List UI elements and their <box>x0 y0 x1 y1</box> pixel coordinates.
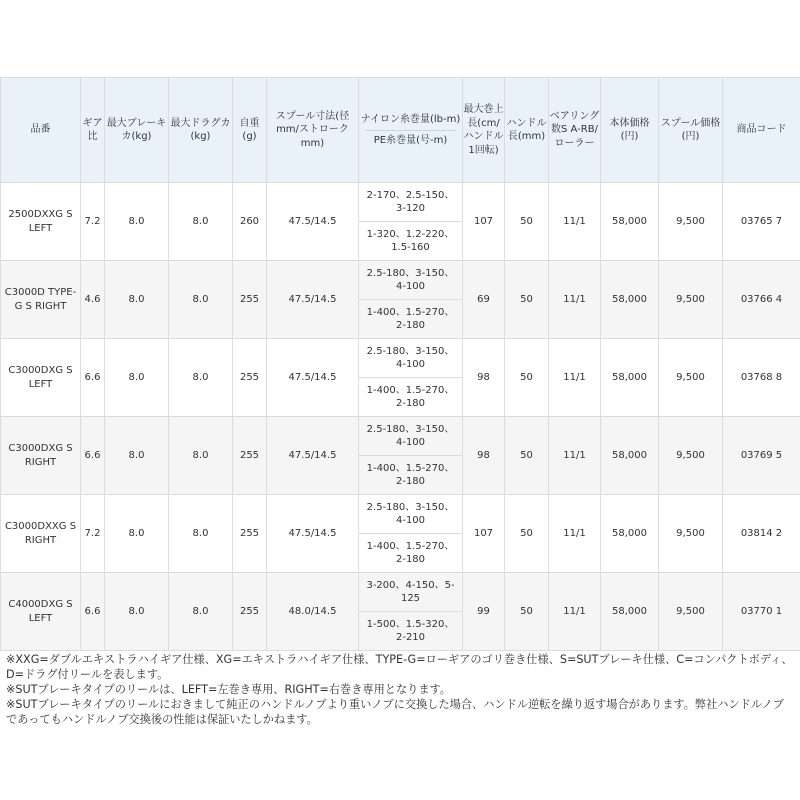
note-2: ※SUTブレーキタイプのリールは、LEFT=左巻き専用、RIGHT=右巻き専用となります。 <box>6 683 451 696</box>
cell-spool-price: 9,500 <box>659 573 723 651</box>
cell-code: 03770 1 <box>723 573 800 651</box>
cell-nylon: 3-200、4-150、5-125 <box>366 579 455 604</box>
cell-pe: 1-500、1.5-320、2-210 <box>366 618 455 643</box>
cell-weight: 255 <box>233 261 267 339</box>
cell-gear-ratio: 6.6 <box>81 417 105 495</box>
cell-retrieve: 98 <box>463 417 505 495</box>
cell-pe: 1-400、1.5-270、2-180 <box>366 384 455 409</box>
cell-price: 58,000 <box>601 495 659 573</box>
cell-line-capacity <box>359 261 463 339</box>
cell-bearing: 11/1 <box>549 183 601 261</box>
cell-line-capacity <box>359 339 463 417</box>
cell-nylon: 2-170、2.5-150、3-120 <box>366 189 455 214</box>
header-spool: スプール寸法(径mm/ストロークmm) <box>267 78 359 183</box>
cell-max-drag: 8.0 <box>169 261 233 339</box>
table-row <box>1 183 800 261</box>
notes <box>6 652 794 727</box>
cell-product: C4000DXG S LEFT <box>1 573 81 651</box>
cell-bearing: 11/1 <box>549 417 601 495</box>
cell-pe: 1-400、1.5-270、2-180 <box>366 462 455 487</box>
cell-max-drag: 8.0 <box>169 573 233 651</box>
note-3: ※SUTブレーキタイプのリールにおきまして純正のハンドルノブより重いノブに交換した場合、ハンドル逆転を繰り返す場合があります。弊社ハンドルノブであってもハンドルノブ交換後の性能は保証いたしかねます。 <box>6 698 784 726</box>
cell-pe: 1-320、1.2-220、1.5-160 <box>366 228 455 253</box>
header-max-brake: 最大ブレーキカ(kg) <box>105 78 169 183</box>
cell-product: 2500DXXG S LEFT <box>1 183 81 261</box>
cell-retrieve: 107 <box>463 495 505 573</box>
cell-nylon: 2.5-180、3-150、4-100 <box>366 267 455 292</box>
cell-pe: 1-400、1.5-270、2-180 <box>366 306 455 331</box>
cell-weight: 260 <box>233 183 267 261</box>
header-pe: PE糸巻量(号-m) <box>365 130 456 148</box>
header-price: 本体価格(円) <box>601 78 659 183</box>
header-line-capacity <box>359 78 463 183</box>
cell-spool: 47.5/14.5 <box>267 261 359 339</box>
spec-table <box>0 77 800 651</box>
cell-spool-price: 9,500 <box>659 261 723 339</box>
note-1: ※XXG=ダブルエキストラハイギア仕様、XG=エキストラハイギア仕様、TYPE-G=ローギアのゴリ巻き仕様、S=SUTブレーキ仕様、C=コンパクトボディ、D=ドラグ付リールを表します。 <box>6 653 793 681</box>
header-row <box>1 78 800 183</box>
cell-handle: 50 <box>505 417 549 495</box>
table-row <box>1 339 800 417</box>
cell-gear-ratio: 4.6 <box>81 261 105 339</box>
cell-spool-price: 9,500 <box>659 339 723 417</box>
cell-product: C3000DXG S LEFT <box>1 339 81 417</box>
cell-code: 03814 2 <box>723 495 800 573</box>
header-gear-ratio: ギア比 <box>81 78 105 183</box>
cell-product: C3000DXG S RIGHT <box>1 417 81 495</box>
cell-spool: 48.0/14.5 <box>267 573 359 651</box>
cell-price: 58,000 <box>601 261 659 339</box>
cell-line-capacity <box>359 417 463 495</box>
cell-code: 03766 4 <box>723 261 800 339</box>
cell-price: 58,000 <box>601 183 659 261</box>
header-product: 品番 <box>1 78 81 183</box>
cell-max-brake: 8.0 <box>105 417 169 495</box>
table-row <box>1 495 800 573</box>
cell-retrieve: 99 <box>463 573 505 651</box>
cell-spool-price: 9,500 <box>659 495 723 573</box>
cell-bearing: 11/1 <box>549 573 601 651</box>
cell-code: 03769 5 <box>723 417 800 495</box>
cell-weight: 255 <box>233 417 267 495</box>
cell-line-capacity <box>359 495 463 573</box>
cell-max-brake: 8.0 <box>105 495 169 573</box>
cell-nylon: 2.5-180、3-150、4-100 <box>366 345 455 370</box>
cell-bearing: 11/1 <box>549 495 601 573</box>
header-nylon: ナイロン糸巻量(lb-m) <box>360 114 461 125</box>
cell-handle: 50 <box>505 495 549 573</box>
cell-max-drag: 8.0 <box>169 183 233 261</box>
cell-product: C3000DXXG S RIGHT <box>1 495 81 573</box>
cell-max-drag: 8.0 <box>169 417 233 495</box>
cell-weight: 255 <box>233 339 267 417</box>
cell-handle: 50 <box>505 261 549 339</box>
cell-weight: 255 <box>233 573 267 651</box>
cell-max-brake: 8.0 <box>105 573 169 651</box>
cell-weight: 255 <box>233 495 267 573</box>
cell-gear-ratio: 6.6 <box>81 573 105 651</box>
cell-code: 03768 8 <box>723 339 800 417</box>
header-weight: 自重(g) <box>233 78 267 183</box>
cell-nylon: 2.5-180、3-150、4-100 <box>366 423 455 448</box>
cell-pe: 1-400、1.5-270、2-180 <box>366 540 455 565</box>
header-bearing: ベアリング数S A-RB/ローラー <box>549 78 601 183</box>
cell-spool-price: 9,500 <box>659 183 723 261</box>
cell-line-capacity <box>359 573 463 651</box>
cell-max-drag: 8.0 <box>169 339 233 417</box>
cell-bearing: 11/1 <box>549 339 601 417</box>
header-code: 商品コード <box>723 78 800 183</box>
cell-spool: 47.5/14.5 <box>267 495 359 573</box>
header-retrieve: 最大巻上長(cm/ハンドル1回転) <box>463 78 505 183</box>
spec-body <box>1 183 800 651</box>
table-row <box>1 417 800 495</box>
table-row <box>1 261 800 339</box>
header-spool-price: スプール価格(円) <box>659 78 723 183</box>
cell-handle: 50 <box>505 573 549 651</box>
cell-spool: 47.5/14.5 <box>267 417 359 495</box>
cell-price: 58,000 <box>601 573 659 651</box>
cell-price: 58,000 <box>601 417 659 495</box>
cell-retrieve: 107 <box>463 183 505 261</box>
cell-handle: 50 <box>505 339 549 417</box>
cell-nylon: 2.5-180、3-150、4-100 <box>366 501 455 526</box>
cell-line-capacity <box>359 183 463 261</box>
cell-spool: 47.5/14.5 <box>267 183 359 261</box>
cell-max-brake: 8.0 <box>105 183 169 261</box>
cell-gear-ratio: 7.2 <box>81 183 105 261</box>
cell-max-drag: 8.0 <box>169 495 233 573</box>
cell-price: 58,000 <box>601 339 659 417</box>
cell-gear-ratio: 7.2 <box>81 495 105 573</box>
cell-max-brake: 8.0 <box>105 261 169 339</box>
cell-product: C3000D TYPE-G S RIGHT <box>1 261 81 339</box>
cell-retrieve: 69 <box>463 261 505 339</box>
header-handle: ハンドル長(mm) <box>505 78 549 183</box>
cell-retrieve: 98 <box>463 339 505 417</box>
cell-max-brake: 8.0 <box>105 339 169 417</box>
header-max-drag: 最大ドラグカ(kg) <box>169 78 233 183</box>
cell-gear-ratio: 6.6 <box>81 339 105 417</box>
cell-spool-price: 9,500 <box>659 417 723 495</box>
cell-handle: 50 <box>505 183 549 261</box>
cell-spool: 47.5/14.5 <box>267 339 359 417</box>
cell-code: 03765 7 <box>723 183 800 261</box>
cell-bearing: 11/1 <box>549 261 601 339</box>
table-row <box>1 573 800 651</box>
